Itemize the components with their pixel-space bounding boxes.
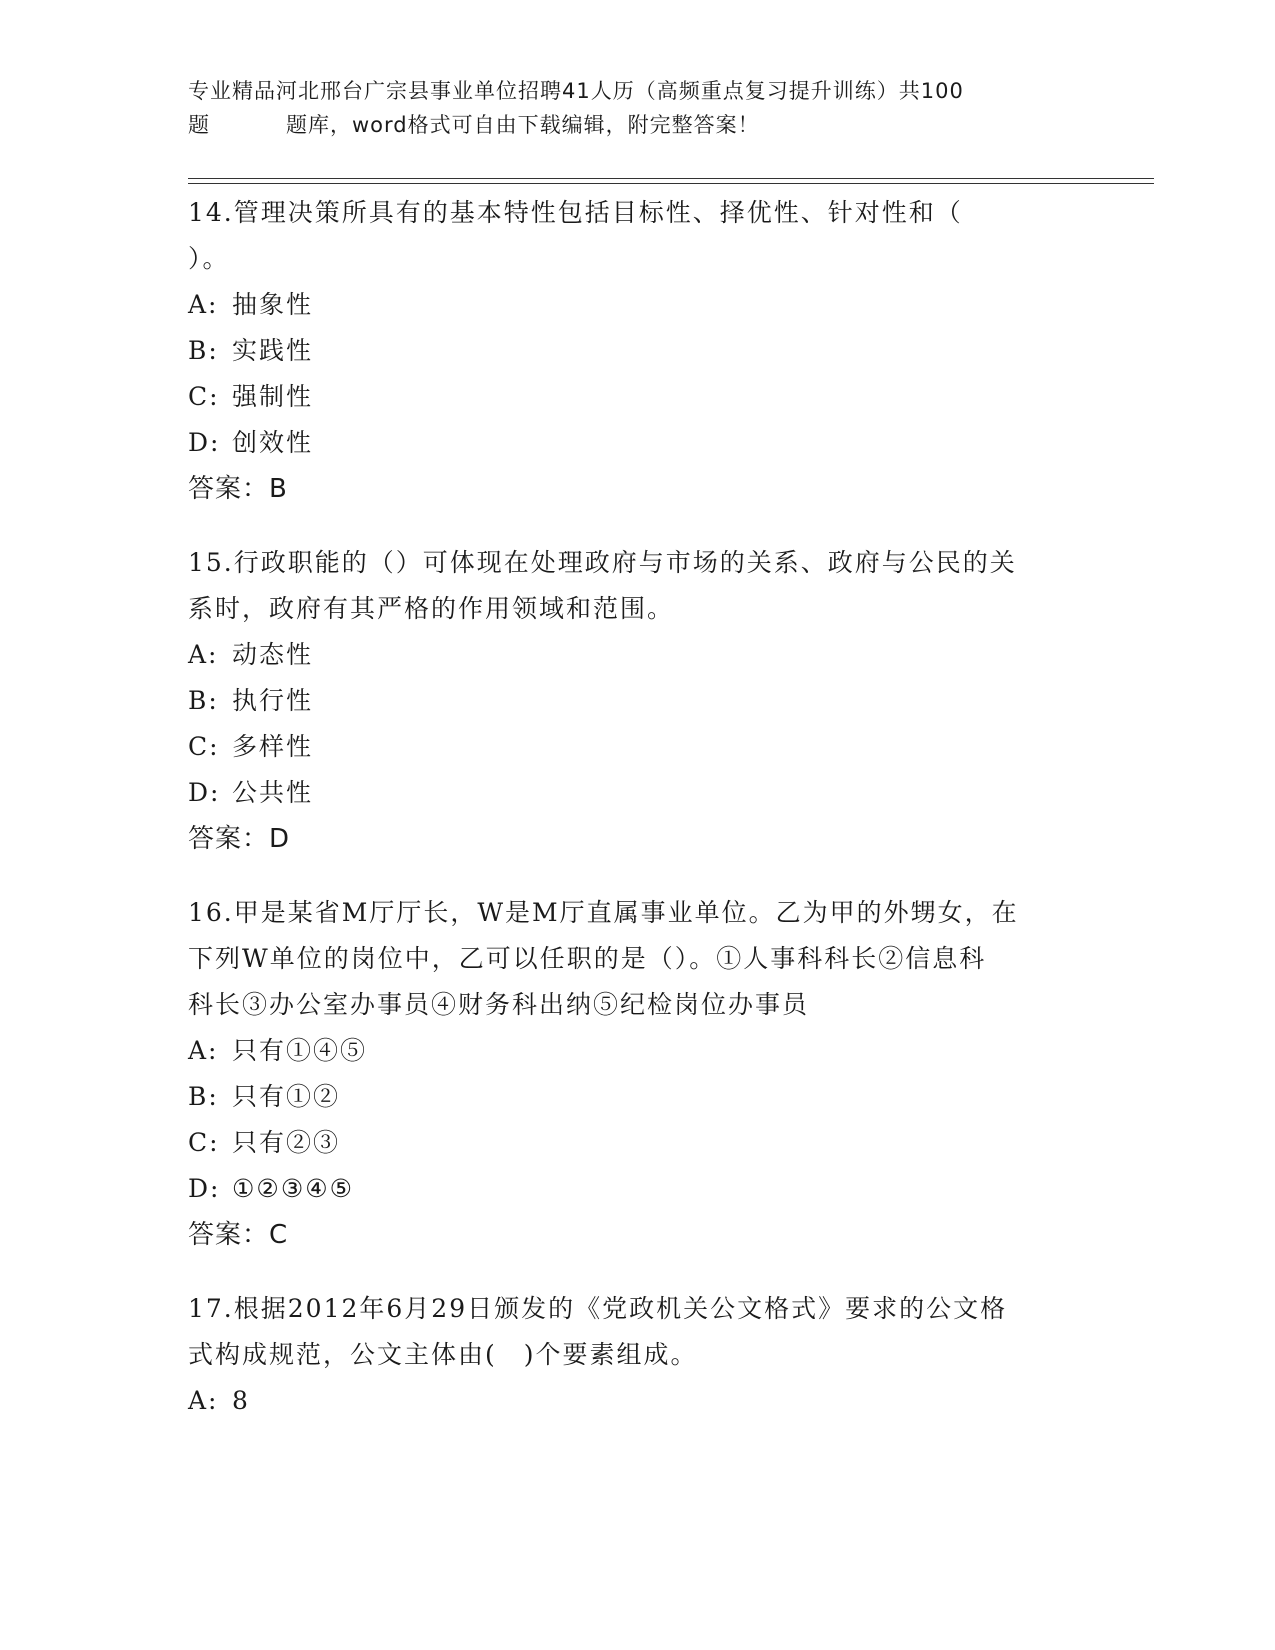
option-a: A: 动态性 <box>188 640 314 669</box>
document-header <box>188 74 1088 142</box>
question-17 <box>188 1286 1088 1424</box>
option-b: B: 执行性 <box>188 686 314 715</box>
question-15 <box>188 540 1088 862</box>
question-stem: 16.甲是某省M厅厅长，W是M厅直属事业单位。乙为甲的外甥女，在 下列W单位的岗位中，乙可以任职的是（）。①人事科科长②信息科 科长③办公室办事员④财务科出纳⑤纪检岗位办事员 <box>188 898 1019 1019</box>
option-a: A: 只有①④⑤ <box>188 1036 368 1065</box>
header-line-1: 专业精品河北邢台广宗县事业单位招聘41人历（高频重点复习提升训练）共100 <box>188 79 964 103</box>
option-d: D: 公共性 <box>188 778 314 807</box>
header-divider-bottom <box>188 183 1154 184</box>
option-b: B: 只有①② <box>188 1082 341 1111</box>
question-stem: 17.根据2012年6月29日颁发的《党政机关公文格式》要求的公文格 式构成规范，公文主体由( )个要素组成。 <box>188 1294 1008 1369</box>
option-c: C: 强制性 <box>188 382 314 411</box>
answer: 答案：B <box>188 474 288 504</box>
option-d: D: ①②③④⑤ <box>188 1174 355 1203</box>
header-line-2: 题 题库，word格式可自由下载编辑，附完整答案！ <box>188 113 760 137</box>
answer: 答案：C <box>188 1220 289 1250</box>
header-divider-top <box>188 178 1154 179</box>
answer: 答案：D <box>188 824 291 854</box>
question-list <box>188 190 1088 1452</box>
option-d: D: 创效性 <box>188 428 314 457</box>
question-stem: 15.行政职能的（）可体现在处理政府与市场的关系、政府与公民的关 系时，政府有其严格的作用领域和范围。 <box>188 548 1017 623</box>
option-b: B: 实践性 <box>188 336 314 365</box>
option-a: A: 8 <box>188 1386 250 1415</box>
option-a: A: 抽象性 <box>188 290 314 319</box>
question-stem: 14.管理决策所具有的基本特性包括目标性、择优性、针对性和（ ）。 <box>188 198 963 273</box>
question-16 <box>188 890 1088 1258</box>
option-c: C: 只有②③ <box>188 1128 341 1157</box>
option-c: C: 多样性 <box>188 732 314 761</box>
question-14 <box>188 190 1088 512</box>
